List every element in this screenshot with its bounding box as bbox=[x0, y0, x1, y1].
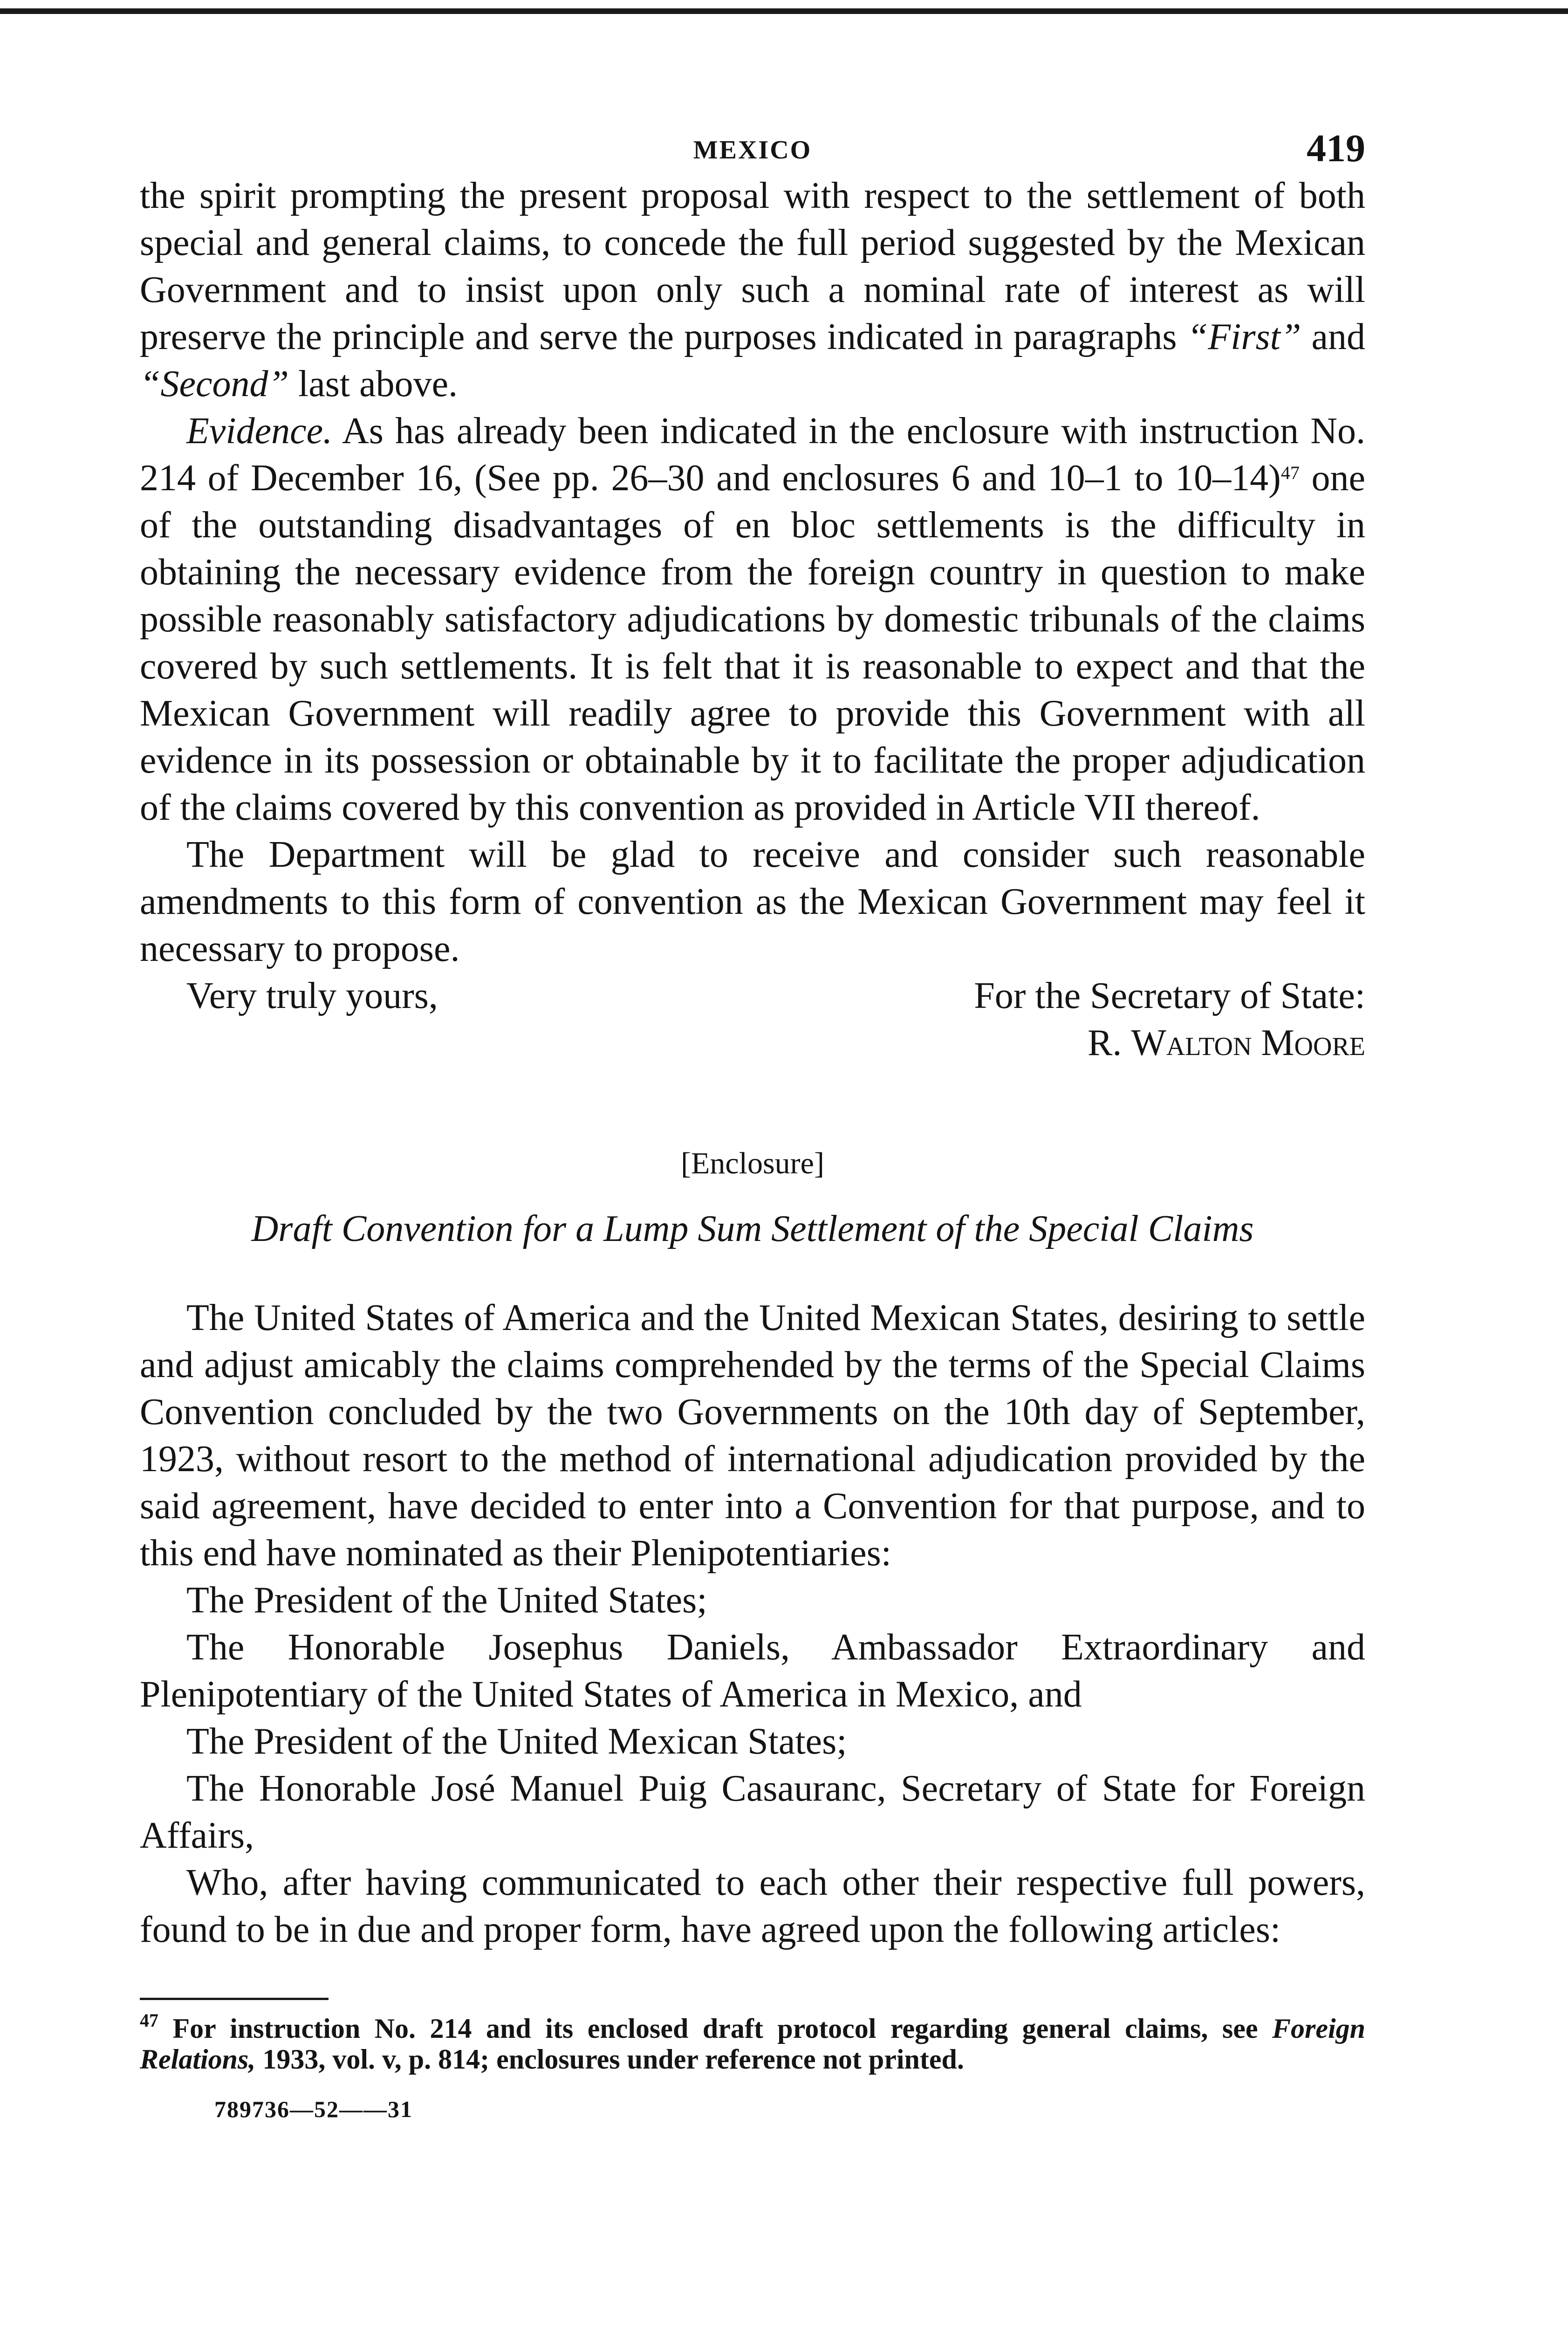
body-paragraph-1 bbox=[140, 172, 1365, 408]
enclosure-paragraph-2: The President of the United States; bbox=[186, 1580, 707, 1621]
page bbox=[140, 121, 1365, 2123]
body-text: the spirit prompting the present proposal with respect to the settlement of both special and general claims, to concede the full period suggested by the Mexican Government and to insist upon only such a nominal rate of interest as will preserve the principle and serve the purposes indicated in paragraphs bbox=[140, 175, 1365, 357]
enclosure-paragraph-3: The Honorable Josephus Daniels, Ambassador Extraordinary and Plenipotentiary of the United States of America in Mexico, and bbox=[140, 1627, 1365, 1715]
signoff bbox=[140, 973, 1365, 1066]
for-secretary: For the Secretary of State: bbox=[974, 975, 1365, 1016]
running-head: MEXICO bbox=[693, 136, 812, 164]
first-quote: “First” bbox=[1187, 316, 1301, 357]
enclosure-paragraph-5: The Honorable José Manuel Puig Casauranc, Secretary of State for Foreign Affairs, bbox=[140, 1768, 1365, 1856]
signer-initial: R. bbox=[1087, 1022, 1122, 1063]
body-text: last above. bbox=[298, 363, 458, 404]
enclosure-paragraph-4: The President of the United Mexican States; bbox=[186, 1721, 847, 1762]
signer bbox=[1088, 1020, 1365, 1067]
footnote-text: 1933, vol. v, p. 814; enclosures under reference not printed. bbox=[262, 2044, 964, 2075]
second-quote: “Second” bbox=[140, 363, 289, 404]
enclosure-paragraph-6: Who, after having communicated to each other their respective full powers, found to be in due and proper form, have agreed upon the following articles: bbox=[140, 1862, 1365, 1950]
footnote-reference: 47 bbox=[1280, 462, 1300, 483]
footnote-number: 47 bbox=[140, 2010, 158, 2031]
closing: Very truly yours, bbox=[186, 975, 438, 1016]
footnote-title: Foreign Relations, bbox=[140, 2013, 1366, 2075]
page-number: 419 bbox=[1307, 127, 1365, 170]
enclosure-title: Draft Convention for a Lump Sum Settlement of the Special Claims bbox=[251, 1208, 1254, 1249]
printer-mark: 789736—52——31 bbox=[214, 2096, 413, 2122]
body-text: and bbox=[1311, 316, 1366, 357]
body-text: one of the outstanding disadvantages of en bloc settlements is the difficulty in obtaining the necessary evidence from the foreign country in question to make possible reasonably satisfactory adjudications by domestic tribunals of the claims covered by such settlements. It is felt that it is reasonable to expect and that the Mexican Government will readily agree to provide this Government with all evidence in its possession or obtainable by it to facilitate the proper adjudication of the claims covered by this convention as provided in Article VII thereof. bbox=[140, 458, 1366, 828]
evidence-heading: Evidence. bbox=[186, 411, 333, 452]
body-text: As has already been indicated in the enclosure with instruction No. 214 of December 16, (See pp. 26–30 and enclosures 6 and 10–1 to 10–14) bbox=[140, 411, 1365, 499]
body-paragraph-evidence bbox=[140, 408, 1365, 831]
enclosure-paragraph-1: The United States of America and the United Mexican States, desiring to settle and adjust amicably the claims comprehended by the terms of the Special Claims Convention concluded by the two Governments on the 10th day of September, 1923, without resort to the method of international adjudication provided by the said agreement, have decided to enter into a Convention for that purpose, and to this end have nominated as their Plenipotentiaries: bbox=[140, 1297, 1365, 1574]
footnote-rule bbox=[140, 1998, 329, 2000]
body-paragraph-3: The Department will be glad to receive and consider such reasonable amendments to this form of convention as the Mexican Government may feel it necessary to propose. bbox=[140, 834, 1365, 969]
top-rule bbox=[0, 8, 1568, 14]
signer-name: Walton Moore bbox=[1131, 1022, 1365, 1063]
footnote-text: For instruction No. 214 and its enclosed draft protocol regarding general claims, see bbox=[172, 2013, 1258, 2044]
footnote bbox=[140, 2010, 1366, 2075]
enclosure-label: [Enclosure] bbox=[681, 1146, 824, 1180]
page-header bbox=[140, 121, 1365, 172]
